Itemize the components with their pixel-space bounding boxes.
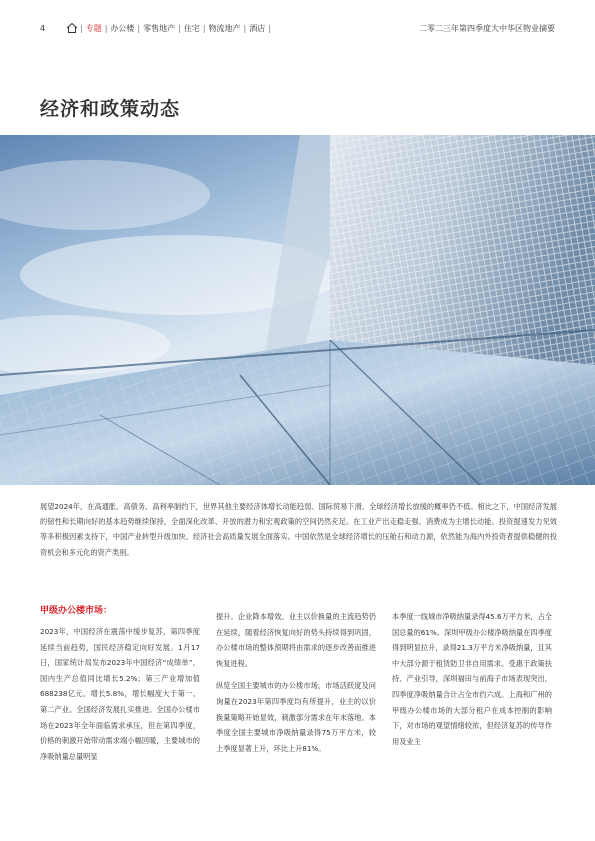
nav-separator: | (202, 23, 206, 33)
page-number: 4 (40, 23, 46, 33)
nav-separator: | (178, 23, 181, 33)
text-column-1 (40, 624, 200, 764)
nav-separator: | (137, 23, 141, 33)
office-market-heading: 甲级办公楼市场： (40, 606, 113, 616)
nav-separator: | (104, 23, 108, 33)
nav-item-hotel[interactable]: 酒店 (249, 23, 266, 33)
report-title: 二零二三年第四季度大中华区物业摘要 (419, 23, 555, 33)
text-column-3 (392, 609, 552, 749)
body-paragraph: 提升。企业降本增效、业主以价换量的主流趋势仍在延续，随着经济恢复向好的势头持续得到巩固，办公楼市场的整体预期将由需求的逐步改善而推进恢复进程。 (216, 612, 376, 668)
section-title: 经济和政策动态 (40, 98, 181, 120)
nav-separator: | (80, 23, 83, 33)
top-nav (80, 23, 271, 34)
nav-separator: | (243, 23, 247, 33)
home-icon[interactable] (66, 22, 78, 34)
nav-item-retail[interactable]: 零售地产 (143, 23, 176, 33)
page-header (40, 18, 555, 38)
nav-item-logistics[interactable]: 物流地产 (208, 23, 241, 33)
nav-item-residential[interactable]: 住宅 (183, 23, 200, 33)
nav-separator: | (268, 23, 271, 33)
text-column-2 (216, 609, 376, 756)
nav-item-office[interactable]: 办公楼 (110, 23, 135, 33)
intro-paragraph: 展望2024年，在高通胀、高债务、高利率制约下，世界其他主要经济体增长动能趋弱、国际贸易下滑、全球经济增长放缓的概率仍不低。相比之下，中国经济发展的韧性和长期向好的基本趋势继续保持，全面深化改革、开放的潜力和宏观政策的空间仍然充足。在工业产出走稳走强、消费成为主增长动能、投资提速发力见效等多积极因素支持下，中国产业转型升级加快、经济社会高质量发展全面落实。中国依然是全球经济增长的压舱石和动力源，依然能为海内外投资者提供稳健的投资机会和多元化的资产类别。 (40, 502, 557, 557)
nav-item-topic[interactable]: 专题 (85, 23, 102, 33)
body-paragraph: 纵览全国主要城市的办公楼市场，市场活跃度及问询量在2023年第四季度均有所提升，业主的以价换量策略开始显效，刺激部分需求在年末落地。本季度全国主要城市净吸纳量录得75万平方米，较上季度显著上升，环比上升81%。 (216, 681, 376, 753)
hero-image (0, 135, 595, 485)
body-paragraph: 本季度一线城市净吸纳量录得45.6万平方米，占全国总量的61%。深圳甲级办公楼净吸纳量在四季度得到明显拉升，录得21.3万平方米净吸纳量，且其中大部分源于租赁防卫非自用需求。受惠于政策扶持、产业引导，深圳福田与前海子市场表现突出，四季度净吸纳量合计占全市约六成。上海和广州的甲级办公楼市场的大部分租户在成本控制的影响下，对市场的观望情绪较浓，但经济复苏的传导作用及业主 (392, 612, 552, 746)
body-paragraph: 2023年，中国经济在震荡中缓步复苏，第四季度延续当前趋势，国民经济稳定向好发展。1月17日，国家统计局发布2023年中国经济“成绩单”，国内生产总值同比增长5.2%；第三产业增加值688238亿元，增长5.8%，增长幅度大于第一、第二产业。全国经济发展扎实推进。全国办公楼市场在2023年全年面临需求承压，但在第四季度，价格的刺激开始带动需求端小幅回暖，主要城市的净吸纳量总量明显 (40, 627, 200, 761)
glass-building-photo (0, 135, 595, 485)
